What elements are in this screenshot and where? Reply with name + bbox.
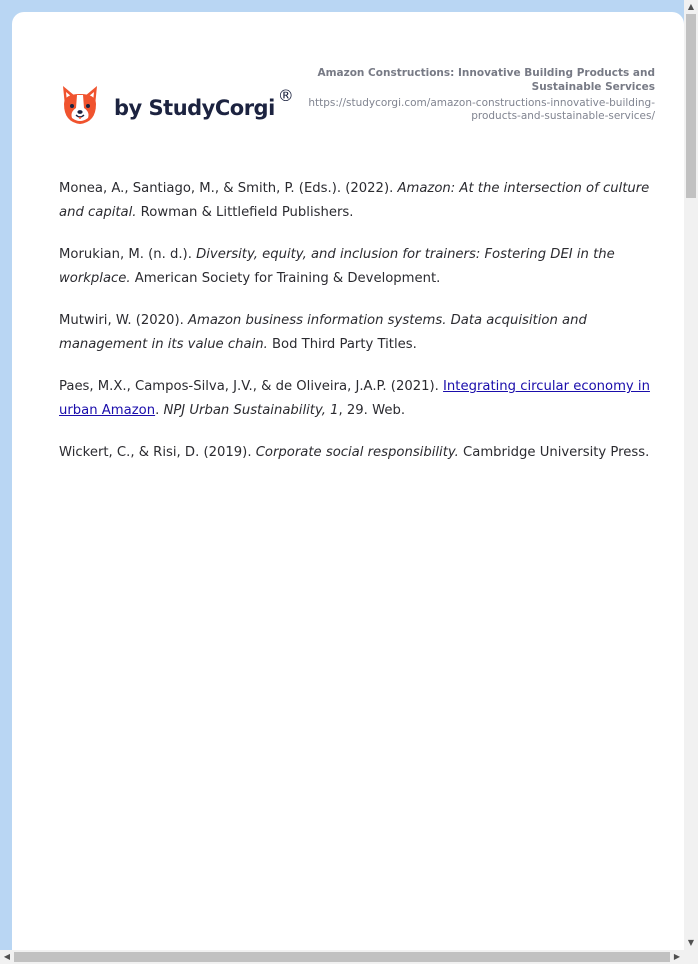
reference-authors: Paes, M.X., Campos-Silva, J.V., & de Oliveira, J.A.P. (2021). xyxy=(59,379,444,394)
reference-publisher: Bod Third Party Titles. xyxy=(267,337,417,352)
reference-authors: Wickert, C., & Risi, D. (2019). xyxy=(59,445,256,460)
reference-title: Amazon business information systems. Data acquisition and management in its value chain. xyxy=(59,313,587,352)
vertical-scrollbar[interactable] xyxy=(684,0,698,950)
reference-journal: NPJ Urban Sustainability, 1 xyxy=(163,403,339,418)
logo-text: by StudyCorgi xyxy=(114,96,275,120)
reference-item xyxy=(59,441,659,465)
reference-item xyxy=(59,309,659,357)
reference-item xyxy=(59,177,659,225)
vertical-scroll-thumb[interactable] xyxy=(686,14,696,198)
reference-publisher: Cambridge University Press. xyxy=(458,445,650,460)
horizontal-scrollbar[interactable] xyxy=(0,950,698,964)
reference-separator: . xyxy=(155,403,164,418)
registered-mark: ® xyxy=(277,85,294,105)
reference-authors: Mutwiri, W. (2020). xyxy=(59,313,188,328)
scroll-down-arrow-icon[interactable]: ▼ xyxy=(687,938,695,947)
studycorgi-logo[interactable] xyxy=(60,76,294,136)
reference-authors: Morukian, M. (n. d.). xyxy=(59,247,197,262)
reference-title: Diversity, equity, and inclusion for trainers: Fostering DEI in the workplace. xyxy=(59,247,615,286)
reference-item xyxy=(59,243,659,291)
reference-authors: Monea, A., Santiago, M., & Smith, P. (Eds.). (2022). xyxy=(59,181,398,196)
reference-publisher: Rowman & Littlefield Publishers. xyxy=(136,205,354,220)
reference-title: Corporate social responsibility. xyxy=(255,445,459,460)
scroll-up-arrow-icon[interactable]: ▲ xyxy=(687,2,695,11)
scroll-right-arrow-icon[interactable]: ▶ xyxy=(673,952,681,961)
reference-title: Amazon: At the intersection of culture and capital. xyxy=(59,181,650,220)
reference-list xyxy=(59,177,659,483)
horizontal-scroll-thumb[interactable] xyxy=(14,952,670,962)
scroll-left-arrow-icon[interactable]: ◀ xyxy=(3,952,11,961)
reference-item xyxy=(59,375,659,423)
corgi-icon xyxy=(60,84,100,128)
document-title: Amazon Constructions: Innovative Building Products and Sustainable Services xyxy=(317,67,655,93)
reference-publisher: American Society for Training & Development. xyxy=(130,271,441,286)
reference-link[interactable]: Integrating circular economy in urban Amazon xyxy=(59,379,650,418)
document-page xyxy=(12,12,684,950)
document-url: https://studycorgi.com/amazon-constructions-innovative-building-products-and-sustainable-services/ xyxy=(308,97,655,122)
reference-publisher: , 29. Web. xyxy=(338,403,406,418)
